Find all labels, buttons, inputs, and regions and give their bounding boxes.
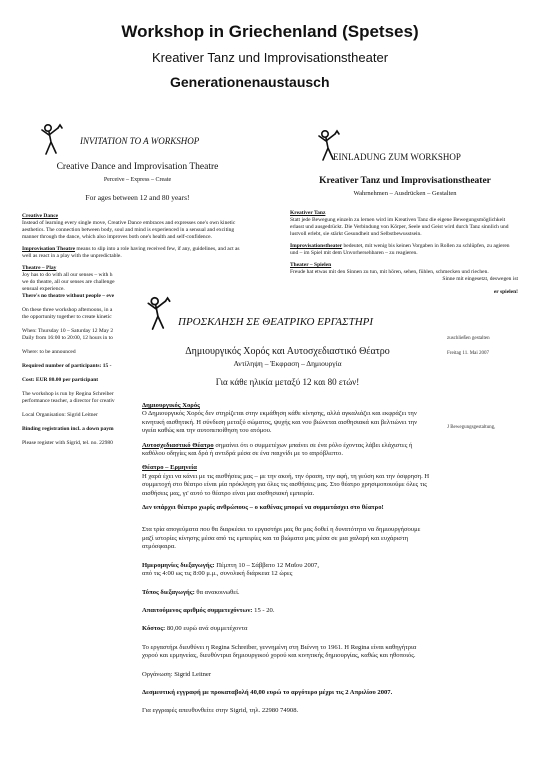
page-subtitle-2: Generationenaustausch (170, 74, 330, 90)
greek-when-label: Ημερομηνίες διεξαγωγής: (142, 561, 215, 569)
page-subtitle: Kreativer Tanz und Improvisationstheater (151, 50, 389, 65)
english-tagline: Perceive – Express – Create (103, 177, 172, 183)
german-s2-text: bedeutet, mit wenig bis keinen Vorgaben in Rollen zu schlüpfen, zu agieren und – im Spiel mit dem Unvorhersehbaren – zu reagieren. (290, 243, 510, 256)
german-date: Freitag 11. Mai 2007 (447, 351, 490, 356)
greek-s2-text: σημαίνει ότι ο συμμετέχων μπαίνει σε ένα ρόλο έχοντας λάβει ελάχιστες ή καθόλου οδηγίες και δρά ή αντιδρά μέσα σε ένα παιχνίδι με το απρόβλεπτο. (142, 441, 413, 458)
greek-when: Πέμπτη 10 – Σάββατο 12 Μαΐου 2007, (216, 561, 319, 569)
greek-required-label: Απαιτούμενος αριθμός συμμετεχόντων: (142, 606, 253, 614)
english-s3-bold: There's no theatre without people – eve (22, 293, 115, 299)
german-s3-bold: er spielen! (493, 289, 518, 295)
english-s1-head: Creative Dance (22, 213, 59, 219)
english-s2-text: means to slip into a role having received few, if any, guidelines, and act as well as react in a play with the unpredictable. (22, 246, 240, 259)
page-title: Workshop in Griechenland (Spetses) (121, 22, 419, 41)
english-ages: For ages between 12 and 80 years! (85, 193, 190, 202)
greek-where-label: Τόπος διεξαγωγής: (142, 588, 195, 596)
greek-workshop: Στα τρία απογεύματα που θα διαρκέσει το εργαστήρι μας θα μας δοθεί η δυνατότητα να δημιουργήσουμε μαζί ιστορίες κίνησης μέσα από τις εμπειρίες και τα βιώματα μας μέσα σε μια χαλαρή και ευχάριστη ατμόσφαιρα. (142, 526, 421, 551)
greek-s1-text: Ο Δημιουργικός Χορός δεν στηρίζεται στην εκμάθηση κάθε κίνησης, αλλά αγκαλιάζει και εκφράζει την κινητική αισθητική. Η σύνδεση μεταξύ σώματος, ψυχής και νου βιώνεται αισθησιακά και βελτιώνει την υγεία καθώς και την αυτοπεποίθηση του ατόμου. (142, 410, 418, 435)
greek-required: 15 - 20. (254, 606, 275, 614)
greek-tagline: Αντίληψη – Έκφραση – Δημιουργία (233, 359, 342, 368)
greek-body (142, 402, 432, 716)
english-workshop: On these three workshop afternoons, in a (22, 307, 113, 313)
english-cost: Cost: EUR 80.00 per participant (22, 377, 99, 383)
greek-flyer (140, 290, 435, 770)
english-s3-text-2: we do theatre, all our senses are challenge (22, 279, 115, 285)
english-title: Creative Dance and Improvisation Theatre (56, 162, 219, 172)
dancer-figure-icon (144, 294, 174, 332)
german-heading: EINLADUNG ZUM WORKSHOP (333, 152, 461, 162)
english-s3-text: Joy has to do with all our senses – with h (22, 272, 113, 278)
greek-where: θα ανακοινωθεί. (196, 588, 240, 596)
greek-when-2: από τις 4:00 ως τις 8:00 μ.μ., συνολική διάρκεια 12 ώρες (142, 570, 293, 578)
english-heading: INVITATION TO A WORKSHOP (80, 136, 200, 146)
greek-s3-head: Θέατρο – Ερμηνεία (142, 464, 197, 472)
greek-run: Το εργαστήρι διευθύνει η Regina Schreiber, γεννημένη στη Βιέννη το 1961. Η Regina είναι καθηγήτρια χορού και ερμηνείας, διευθύντρια δημιουργικού χορού και κινητικής δημιουργίας, καθώς και ηθοποιός. (142, 643, 417, 660)
german-s1-text: Statt jede Bewegung einzeln zu lernen wird im Kreativen Tanz die eigene Bewegungsmöglichkeit erlasst und ausgedrückt. Die Verbindung von Körper, Seele und Geist wird durch Tanz sinnlich und lustvoll erlebt, sie stärkt Gesundheit und Selbstbewusstsein. (290, 217, 509, 237)
greek-title: Δημιουργικός Χορός και Αυτοσχεδιαστικό Θέατρο (185, 346, 390, 357)
greek-cost: 80,00 ευρώ ανά συμμετέχοντα (166, 625, 248, 633)
english-s3-head: Theatre – Play (22, 265, 57, 271)
english-when: When: Thursday 10 – Saturday 12 May 2 (22, 328, 114, 334)
german-s3-text: Freude hat etwas mit den Sinnen zu tun, mit hören, sehen, fühlen, schmecken und riechen. (290, 269, 489, 275)
german-s3-head: Theater – Spielen (290, 262, 332, 268)
english-s3-text-3: sensual experience. (22, 286, 65, 292)
dancer-figure-icon (38, 122, 66, 156)
english-run-2: performance teacher, a director for creativ (22, 398, 115, 404)
greek-s2-head: Αυτοσχεδιαστικό Θέατρο (142, 441, 214, 449)
greek-s1-head: Δημιουργικός Χορός (142, 402, 200, 409)
german-title: Kreativer Tanz und Improvisationstheater (319, 176, 491, 186)
greek-organizer: Sigrid Leitner (174, 670, 212, 678)
german-s1-head: Kreativer Tanz (290, 210, 326, 216)
german-s3-text-2: Sinne mit eingesetzt, deswegen ist (442, 276, 518, 282)
greek-s3-bold: Δεν υπάρχει θέατρο χωρίς ανθρώπους – ο καθένας μπορεί να συμμετάσχει στο θέατρο! (142, 504, 384, 512)
english-s2-head: Improvisation Theatre (22, 246, 76, 252)
german-s2-head: Improvisationstheater (290, 243, 343, 249)
greek-s3-text: Η χαρά έχει να κάνει με τις αισθήσεις μας – με την ακοή, την όραση, την αφή, τη γεύση και την όσφρηση. Η συμμετοχή στο θέατρο είναι μία πρόκληση για όλες τις αισθήσεις μας. Στο θέατρο χρησιμοποιούμε όλες τις αισθήσεις μας, γι' αυτό το θέατρο είναι μια αισθησιακή εμπειρία. (142, 472, 430, 497)
english-run: The workshop is run by Regina Schreiber (22, 391, 114, 397)
english-when-2: Daily from 16:00 to 20:00, 12 hours in to (22, 335, 113, 341)
german-side-text-2: J Bewegungsgestaltung, (447, 425, 496, 430)
german-body (290, 210, 518, 296)
english-where: Where: to be announced (22, 349, 76, 355)
german-tagline: Wahrnehmen – Ausdrücken – Gestalten (353, 190, 457, 197)
english-binding: Binding registration incl. a down paym (22, 426, 114, 432)
greek-heading: ΠΡΟΣΚΛΗΣΗ ΣΕ ΘΕΑΤΡΙΚΟ ΕΡΓΑΣΤΗΡΙ (178, 316, 374, 328)
greek-ages: Για κάθε ηλικία μεταξύ 12 και 80 ετών! (215, 377, 360, 387)
german-side-text: zuschließen gestalten (447, 336, 490, 341)
english-workshop-2: the opportunity together to create kinetic (22, 314, 112, 320)
greek-register: Για εγγραφές απευθυνθείτε στην Sigrid, τηλ. 22980 74908. (142, 707, 299, 715)
greek-organizer-label: Οργάνωση: (142, 670, 173, 678)
english-local: Local Organisation: Sigrid Leitner (22, 412, 98, 418)
english-register: Please register with Sigrid, tel. no. 22980 (22, 440, 113, 446)
greek-cost-label: Κόστος: (142, 625, 166, 633)
english-required: Required number of participants: 15 - (22, 363, 112, 369)
english-s1-text: Instead of learning every single move, Creative Dance embraces and expresses one's own kinetic aesthetics. The connection between body, soul and mind is experienced in a sensual and exciting manner through the dance, which also improves both one's health and self-confidence. (22, 220, 236, 240)
greek-binding: Δεσμευτική εγγραφή με προκαταβολή 40,00 ευρώ το αργότερο μέχρι τις 2 Απριλίου 2007. (142, 688, 393, 696)
